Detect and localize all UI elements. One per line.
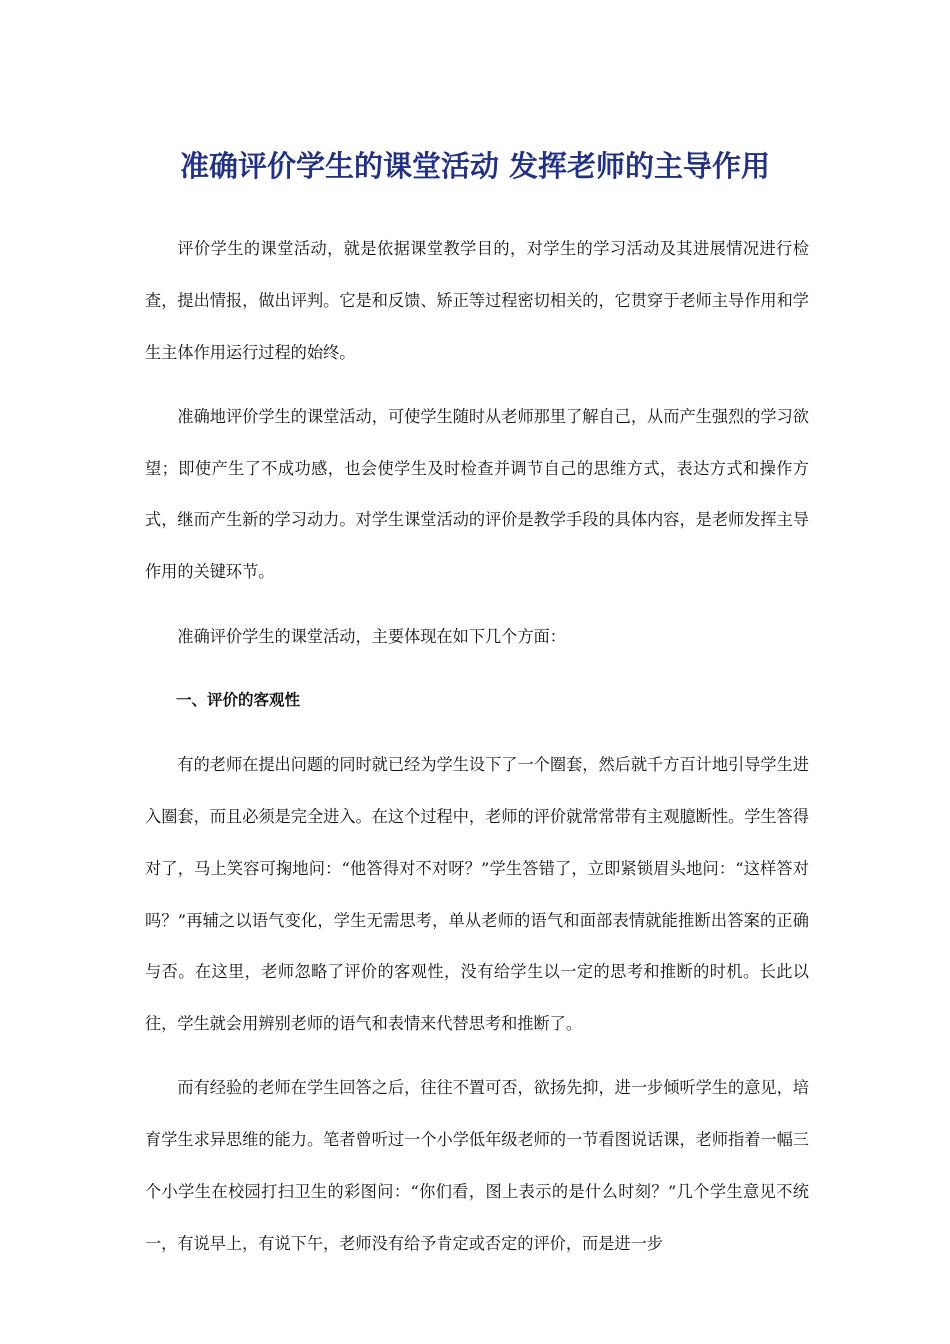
paragraph-intro: 评价学生的课堂活动，就是依据课堂教学目的，对学生的学习活动及其进展情况进行检查，提出情报，做出评判。它是和反馈、矫正等过程密切相关的，它贯穿于老师主导作用和学生主体作用运行过程的始终。: [145, 239, 809, 362]
section-heading-objectivity: 一、评价的客观性: [176, 690, 301, 709]
document-body: [145, 223, 809, 1282]
paragraph-significance: 准确地评价学生的课堂活动，可使学生随时从老师那里了解自己，从而产生强烈的学习欲望；即使产生了不成功感，也会使学生及时检查并调节自己的思维方式，表达方式和操作方式，继而产生新的学习动力。对学生课堂活动的评价是教学手段的具体内容，是老师发挥主导作用的关键环节。: [145, 406, 809, 582]
paragraph-objectivity-problem: 有的老师在提出问题的同时就已经为学生设下了一个圈套，然后就千方百计地引导学生进入圈套，而且必须是完全进入。在这个过程中，老师的评价就常常带有主观臆断性。学生答得对了，马上笑容可掬地问：“他答得对不对呀？”学生答错了，立即紧锁眉头地问：“这样答对吗？”再辅之以语气变化，学生无需思考，单从老师的语气和面部表情就能推断出答案的正确与否。在这里，老师忽略了评价的客观性，没有给学生以一定的思考和推断的时机。长此以往，学生就会用辨别老师的语气和表情来代替思考和推断了。: [145, 755, 809, 1034]
document-title: 准确评价学生的课堂活动 发挥老师的主导作用: [179, 149, 771, 183]
paragraph-aspects-lead: 准确评价学生的课堂活动，主要体现在如下几个方面：: [177, 626, 566, 646]
paragraph-experienced-teacher: 而有经验的老师在学生回答之后，往往不置可否，欲扬先抑，进一步倾听学生的意见，培育学生求异思维的能力。笔者曾听过一个小学低年级老师的一节看图说话课，老师指着一幅三个小学生在校园打扫卫生的彩图问：“你们看，图上表示的是什么时刻？”几个学生意见不统一，有说早上，有说下午，老师没有给予肯定或否定的评价，而是进一步: [145, 1078, 809, 1253]
